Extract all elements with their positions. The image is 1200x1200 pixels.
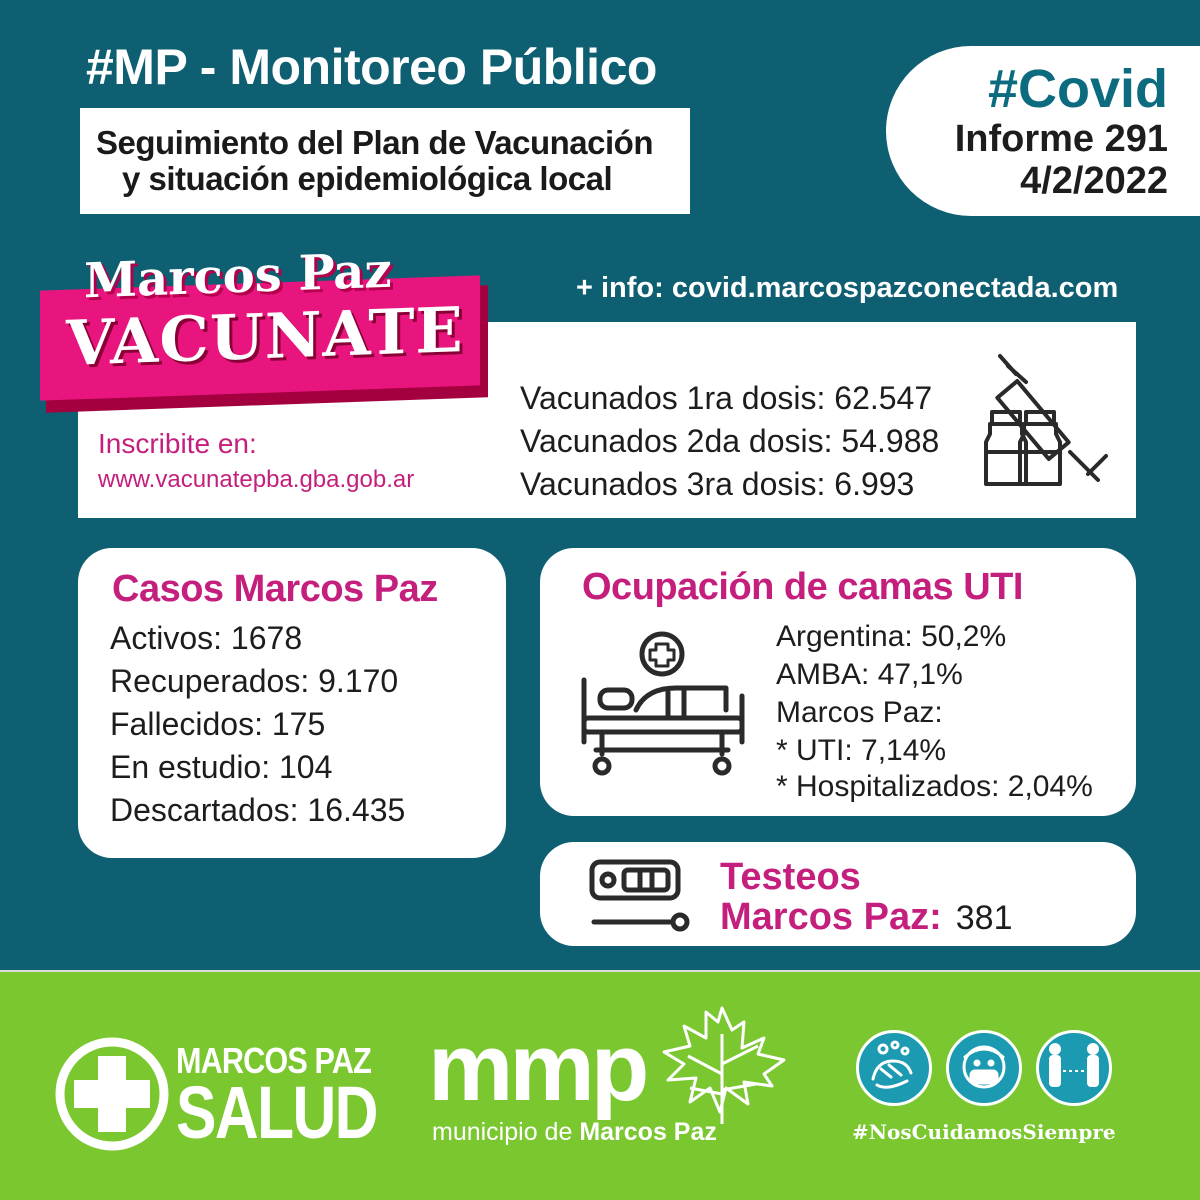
- cross-icon: [54, 1036, 170, 1152]
- mmp-logo: mmp: [428, 1014, 646, 1121]
- dose-1-value: 62.547: [834, 380, 933, 416]
- uti-marcos-paz-label: Marcos Paz:: [776, 696, 943, 729]
- dose-2-label: Vacunados 2da dosis:: [520, 423, 833, 459]
- maple-leaf-icon: [662, 1004, 788, 1130]
- mmp-subtitle-name: Marcos Paz: [579, 1118, 717, 1146]
- subtitle-box: [80, 108, 690, 214]
- register-label: Inscribite en:: [98, 428, 257, 459]
- banner-cta-text: VACUNATE: [66, 293, 464, 380]
- dose-2-row: [520, 423, 939, 460]
- dose-3-value: 6.993: [834, 466, 915, 502]
- tests-value: 381: [955, 899, 1013, 937]
- case-row-deceased: [110, 706, 325, 743]
- uti-title: Ocupación de camas UTI: [582, 566, 1023, 608]
- report-date: 4/2/2022: [1020, 160, 1168, 202]
- mask-icon: [946, 1030, 1022, 1106]
- case-label: Fallecidos:: [110, 706, 263, 742]
- info-link[interactable]: + info: covid.marcospazconectada.com: [576, 272, 1119, 304]
- banner-town-text: Marcos Paz: [84, 242, 392, 310]
- case-label: Activos:: [110, 620, 223, 656]
- case-value: 16.435: [307, 792, 406, 828]
- register-url-link[interactable]: www.vacunatepba.gba.gob.ar: [98, 466, 415, 493]
- cases-title: Casos Marcos Paz: [112, 568, 438, 610]
- syringe-vials-icon: [982, 352, 1112, 488]
- case-row-in-study: [110, 749, 332, 786]
- salud-logo-top: MARCOS PAZ: [176, 1040, 371, 1081]
- page-title: #MP - Monitoreo Público: [86, 39, 657, 95]
- subtitle-line-1: Seguimiento del Plan de Vacunación: [96, 124, 653, 161]
- case-value: 175: [271, 706, 326, 742]
- dose-2-value: 54.988: [841, 423, 940, 459]
- report-number: Informe 291: [954, 118, 1168, 160]
- case-value: 1678: [230, 620, 303, 656]
- case-row-discarded: [110, 792, 405, 829]
- case-label: Recuperados:: [110, 663, 310, 699]
- handwash-icon: [856, 1030, 932, 1106]
- dose-3-label: Vacunados 3ra dosis:: [520, 466, 826, 502]
- rapid-test-icon: [586, 858, 696, 934]
- hashtag-nos-cuidamos: #NosCuidamosSiempre: [852, 1120, 1116, 1144]
- hospital-bed-icon: [576, 630, 748, 780]
- case-value: 104: [279, 749, 333, 785]
- mmp-subtitle-prefix: municipio de: [432, 1118, 573, 1146]
- dose-1-label: Vacunados 1ra dosis:: [520, 380, 826, 416]
- case-label: En estudio:: [110, 749, 271, 785]
- tests-title-line-2: [720, 896, 1012, 939]
- tests-title-label: Marcos Paz:: [720, 896, 942, 938]
- dose-3-row: [520, 466, 914, 503]
- mmp-subtitle: [432, 1118, 717, 1147]
- uti-amba: AMBA: 47,1%: [776, 658, 963, 691]
- dose-1-row: [520, 380, 932, 417]
- case-value: 9.170: [318, 663, 399, 699]
- case-row-active: [110, 620, 302, 657]
- uti-argentina: Argentina: 50,2%: [776, 620, 1007, 653]
- case-row-recovered: [110, 663, 398, 700]
- uti-marcos-paz-uti: * UTI: 7,14%: [776, 734, 947, 767]
- case-label: Descartados:: [110, 792, 299, 828]
- subtitle-line-2: y situación epidemiológica local: [122, 160, 613, 197]
- covid-report-card: [886, 46, 1200, 216]
- tests-title-line-1: Testeos: [720, 856, 861, 898]
- distance-icon: [1036, 1030, 1112, 1106]
- covid-hashtag: #Covid: [987, 59, 1168, 119]
- salud-logo-bottom: SALUD: [176, 1071, 377, 1154]
- uti-marcos-paz-hospitalized: * Hospitalizados: 2,04%: [776, 770, 1093, 803]
